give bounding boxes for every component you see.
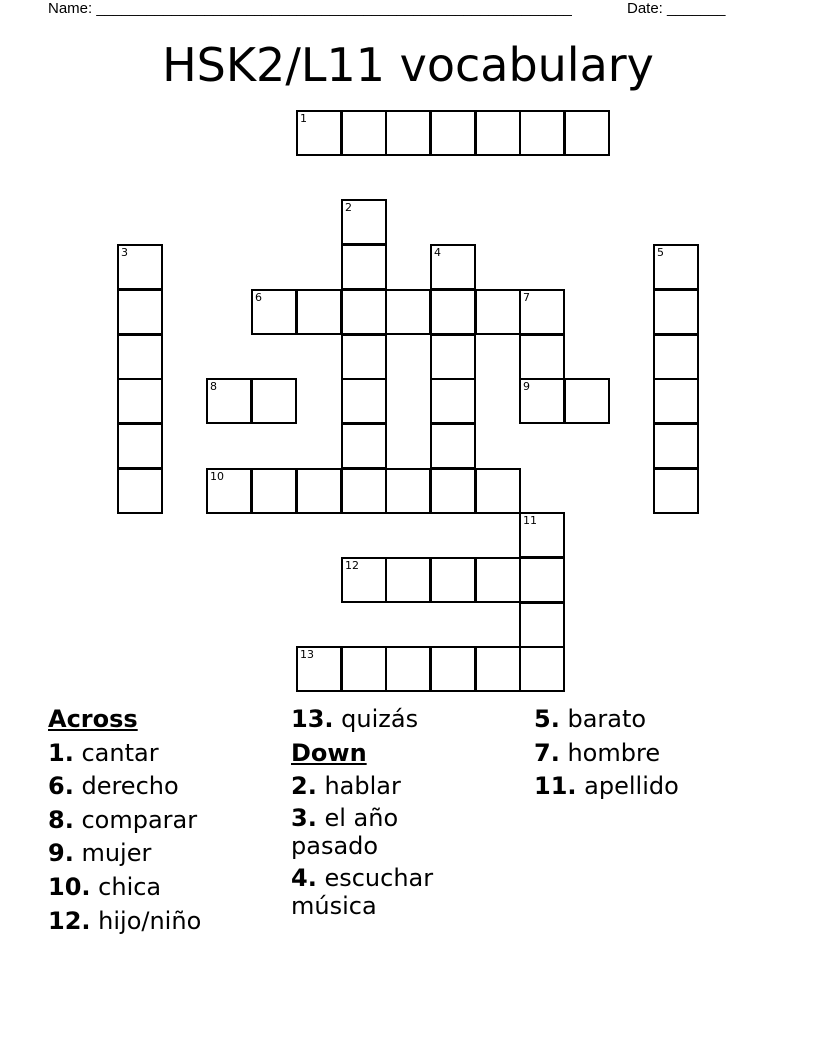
crossword-cell[interactable]: [341, 334, 387, 380]
clue-down-11: 11. apellido: [534, 772, 679, 801]
clue-down-5: 5. barato: [534, 705, 647, 733]
crossword-cell[interactable]: [430, 110, 476, 156]
crossword-cell[interactable]: [341, 378, 387, 424]
clue-down-7: 7. hombre: [534, 738, 661, 767]
crossword-cell[interactable]: [564, 110, 610, 156]
crossword-cell[interactable]: [117, 244, 163, 290]
crossword-cell[interactable]: [385, 110, 431, 156]
clues-column-1: [48, 703, 201, 938]
crossword-cell[interactable]: [653, 289, 699, 335]
crossword-cell[interactable]: [653, 334, 699, 380]
clue-across-9: 9. mujer: [48, 839, 152, 868]
clue-down-4: 4. escuchar música: [291, 863, 434, 920]
crossword-cell[interactable]: [475, 289, 521, 335]
down-heading: Down: [291, 738, 367, 767]
crossword-cell[interactable]: [341, 468, 387, 514]
clue-across-10: 10. chica: [48, 872, 162, 901]
cell-number: 6: [255, 291, 262, 304]
crossword-cell[interactable]: [475, 110, 521, 156]
clue-across-12: 12. hijo/niño: [48, 906, 202, 935]
cell-number: 7: [523, 291, 530, 304]
crossword-cell[interactable]: [117, 289, 163, 335]
clue-down-2: 2. hablar: [291, 772, 401, 801]
crossword-cell[interactable]: [251, 378, 297, 424]
cell-number: 9: [523, 380, 530, 393]
crossword-cell[interactable]: [117, 378, 163, 424]
crossword-cell[interactable]: [117, 334, 163, 380]
crossword-cell[interactable]: [296, 110, 342, 156]
cell-number: 3: [121, 246, 128, 259]
clue-down-3: 3. el año pasado: [291, 803, 399, 860]
cell-number: 4: [434, 246, 441, 259]
crossword-cell[interactable]: [385, 557, 431, 603]
crossword-cell[interactable]: [519, 557, 565, 603]
crossword-cell[interactable]: [653, 244, 699, 290]
crossword-cell[interactable]: [519, 334, 565, 380]
date-label: Date: _______: [627, 0, 726, 17]
crossword-cell[interactable]: [117, 423, 163, 469]
crossword-cell[interactable]: [475, 468, 521, 514]
clue-across-13: 13. quizás: [291, 705, 419, 733]
crossword-cell[interactable]: [430, 557, 476, 603]
crossword-cell[interactable]: [251, 289, 297, 335]
crossword-cell[interactable]: [385, 289, 431, 335]
crossword-cell[interactable]: [341, 244, 387, 290]
clue-across-8: 8. comparar: [48, 805, 198, 834]
crossword-cell[interactable]: [653, 423, 699, 469]
crossword-cell[interactable]: [519, 110, 565, 156]
crossword-cell[interactable]: [117, 468, 163, 514]
crossword-cell[interactable]: [430, 378, 476, 424]
clues-column-2: [291, 703, 433, 920]
crossword-cell[interactable]: [653, 378, 699, 424]
cell-number: 1: [300, 112, 307, 125]
crossword-cell[interactable]: [519, 289, 565, 335]
crossword-cell[interactable]: [519, 602, 565, 648]
cell-number: 12: [345, 559, 359, 572]
clues-column-3: [534, 703, 679, 804]
crossword-cell[interactable]: [296, 289, 342, 335]
crossword-cell[interactable]: [430, 468, 476, 514]
crossword-cell[interactable]: [296, 468, 342, 514]
crossword-cell[interactable]: [341, 199, 387, 245]
clue-across-6: 6. derecho: [48, 772, 179, 801]
crossword-cell[interactable]: [519, 378, 565, 424]
crossword-cell[interactable]: [430, 423, 476, 469]
across-heading: Across: [48, 705, 138, 733]
crossword-cell[interactable]: [519, 646, 565, 692]
crossword-cell[interactable]: [341, 110, 387, 156]
crossword-cell[interactable]: [430, 334, 476, 380]
name-label: Name: _________________________________________________________: [48, 0, 572, 17]
crossword-cell[interactable]: [430, 646, 476, 692]
page-title: HSK2/L11 vocabulary: [162, 38, 654, 92]
crossword-cell[interactable]: [475, 557, 521, 603]
crossword-cell[interactable]: [519, 512, 565, 558]
crossword-cell[interactable]: [385, 468, 431, 514]
cell-number: 5: [657, 246, 664, 259]
crossword-cell[interactable]: [385, 646, 431, 692]
crossword-cell[interactable]: [430, 244, 476, 290]
cell-number: 11: [523, 514, 537, 527]
crossword-cell[interactable]: [206, 468, 252, 514]
crossword-cell[interactable]: [206, 378, 252, 424]
cell-number: 8: [210, 380, 217, 393]
cell-number: 13: [300, 648, 314, 661]
crossword-cell[interactable]: [341, 289, 387, 335]
crossword-cell[interactable]: [296, 646, 342, 692]
crossword-cell[interactable]: [341, 646, 387, 692]
cell-number: 2: [345, 201, 352, 214]
crossword-cell[interactable]: [341, 557, 387, 603]
crossword-cell[interactable]: [475, 646, 521, 692]
crossword-cell[interactable]: [341, 423, 387, 469]
cell-number: 10: [210, 470, 224, 483]
crossword-cell[interactable]: [564, 378, 610, 424]
clue-across-1: 1. cantar: [48, 738, 159, 767]
crossword-cell[interactable]: [251, 468, 297, 514]
crossword-cell[interactable]: [653, 468, 699, 514]
crossword-cell[interactable]: [430, 289, 476, 335]
